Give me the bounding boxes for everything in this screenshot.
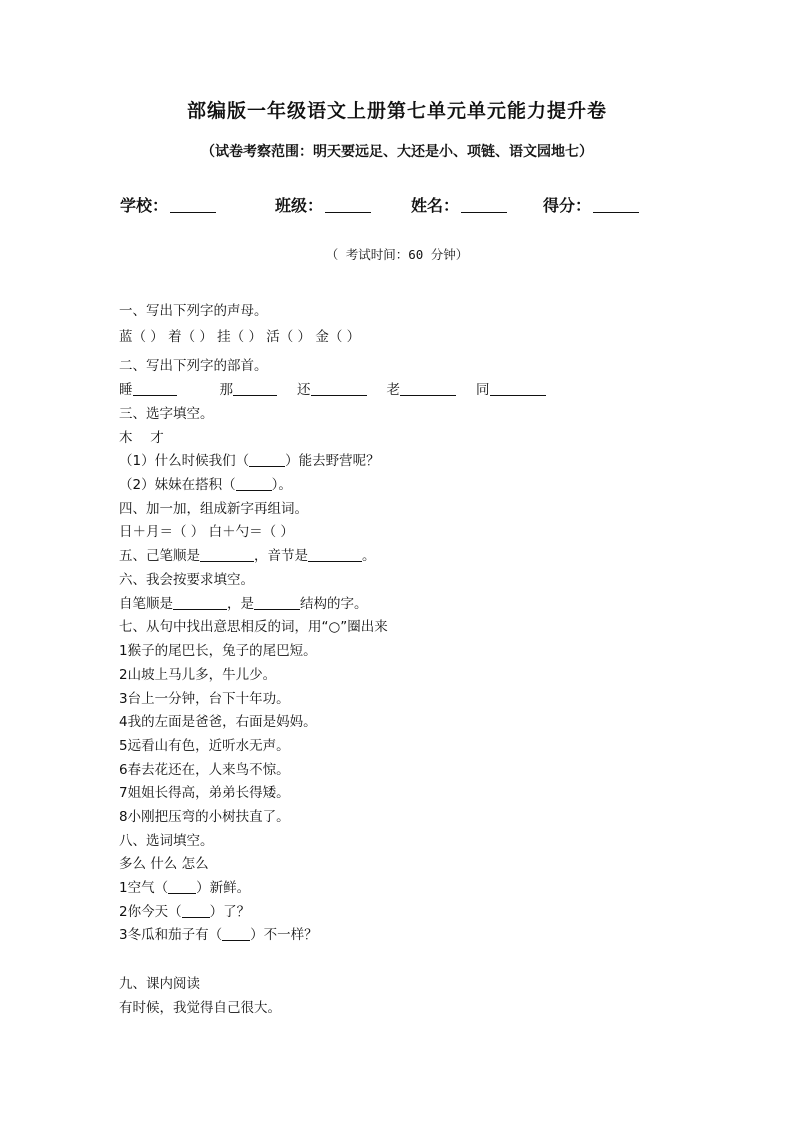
answer-blank[interactable] (173, 596, 227, 610)
q4-heading: 四、加一加，组成新字再组词。 (119, 501, 308, 517)
answer-blank[interactable] (233, 382, 277, 396)
page-title: 部编版一年级语文上册第七单元单元能力提升卷 (186, 100, 607, 122)
q5-line: 五、己笔顺是 ，音节是 。 (119, 548, 376, 564)
q1-heading: 一、写出下列字的声母。 (119, 303, 268, 319)
q2-line: 睡 那 还 老 同 (119, 381, 546, 399)
score-field[interactable]: 得分： (543, 193, 639, 216)
answer-blank[interactable] (222, 927, 250, 941)
q8-item-2: 2你今天（ ）了？ (119, 904, 251, 920)
q7-item: 7姐姐长得高，弟弟长得矮。 (119, 785, 290, 801)
answer-blank[interactable] (133, 382, 177, 396)
q6-heading: 六、我会按要求填空。 (119, 572, 254, 588)
answer-blank[interactable] (182, 904, 210, 918)
exam-time: （ 考试时间：60 分钟） (325, 247, 469, 262)
answer-blank[interactable] (249, 453, 285, 467)
q8-heading: 八、选词填空。 (119, 833, 214, 849)
answer-blank[interactable] (168, 880, 196, 894)
q2-heading: 二、写出下列字的部首。 (119, 358, 268, 374)
q7-item: 4我的左面是爸爸，右面是妈妈。 (119, 714, 317, 730)
q9-heading: 九、课内阅读 (119, 976, 200, 992)
q9-line: 有时候，我觉得自己很大。 (119, 1000, 281, 1016)
q7-item: 8小刚把压弯的小树扶直了。 (119, 809, 290, 825)
q3-heading: 三、选字填空。 (119, 406, 214, 422)
q7-item: 1猴子的尾巴长，兔子的尾巴短。 (119, 643, 317, 659)
student-info-row (120, 193, 650, 217)
q1-line: 蓝（ ） 着（ ） 挂（ ） 活（ ） 金（ ） (119, 329, 361, 345)
answer-blank[interactable] (311, 382, 367, 396)
name-field[interactable]: 姓名： (411, 193, 507, 216)
q7-heading: 七、从句中找出意思相反的词，用“○”圈出来 (119, 619, 388, 635)
q3-item-1: （1）什么时候我们（ ）能去野营呢？ (119, 453, 380, 469)
answer-blank[interactable] (400, 382, 456, 396)
answer-blank[interactable] (490, 382, 546, 396)
q8-item-3: 3冬瓜和茄子有（ ）不一样？ (119, 927, 318, 943)
answer-blank[interactable] (308, 548, 362, 562)
q3-options: 木 才 (119, 430, 164, 446)
answer-blank[interactable] (200, 548, 254, 562)
q7-item: 6春去花还在，人来鸟不惊。 (119, 762, 290, 778)
q7-item: 5远看山有色，近听水无声。 (119, 738, 290, 754)
q4-line: 日＋月＝（ ） 白＋勺＝（ ） (119, 524, 294, 540)
class-field[interactable]: 班级： (275, 193, 371, 216)
q3-item-2: （2）妹妹在搭积（ ）。 (119, 477, 292, 493)
q6-line: 自笔顺是 ，是 结构的字。 (119, 596, 368, 612)
answer-blank[interactable] (236, 477, 272, 491)
school-field[interactable]: 学校： (120, 193, 216, 216)
q8-options: 多么 什么 怎么 (119, 856, 209, 872)
q8-item-1: 1空气（ ）新鲜。 (119, 880, 251, 896)
q7-item: 2山坡上马儿多，牛儿少。 (119, 667, 277, 683)
q7-item: 3台上一分钟，台下十年功。 (119, 691, 290, 707)
answer-blank[interactable] (254, 596, 300, 610)
page-subtitle: （试卷考察范围：明天要远足、大还是小、项链、语文园地七） (201, 144, 593, 160)
